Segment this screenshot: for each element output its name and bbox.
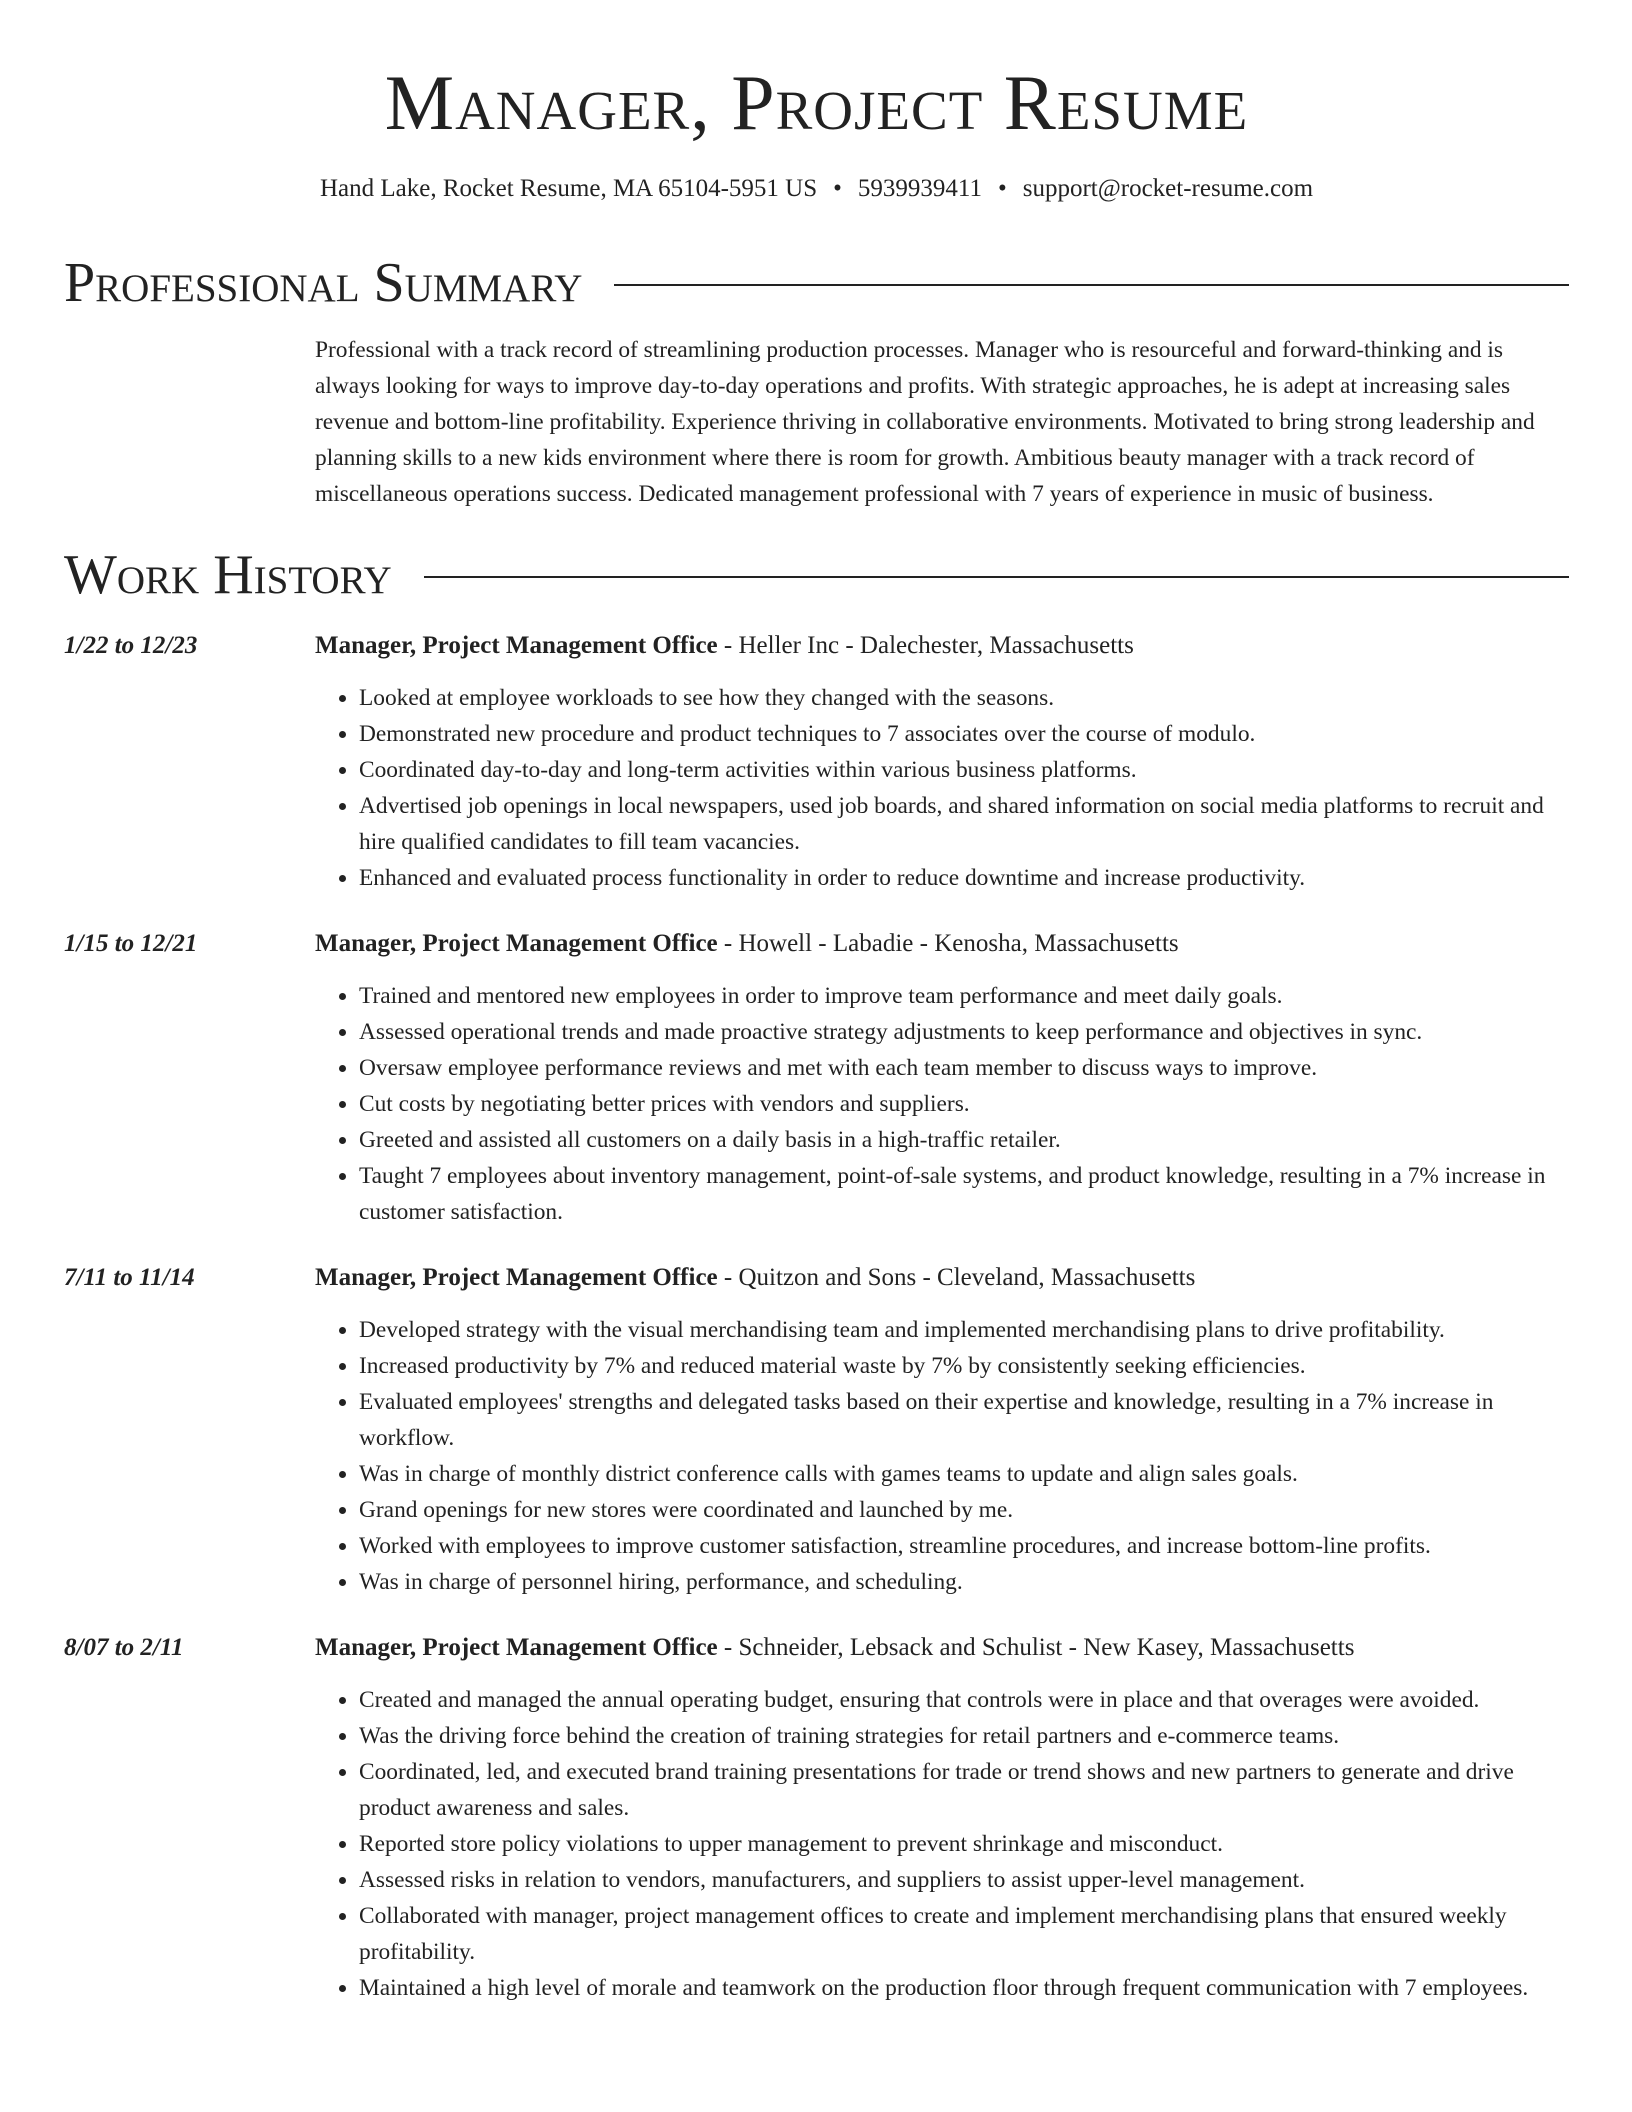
contact-email: support@rocket-resume.com <box>1022 175 1314 202</box>
job-company-location: - Schneider, Lebsack and Schulist - New Kasey, Massachusetts <box>717 1634 1355 1661</box>
job-company-location: - Heller Inc - Dalechester, Massachusetts <box>717 632 1134 659</box>
job-dates: 8/07 to 2/11 <box>64 1634 184 1661</box>
job-bullet-list <box>315 680 1569 896</box>
job-bullet: • Worked with employees to improve customer satisfaction, streamline procedures, and increase bottom-line profits. <box>359 1528 1569 1564</box>
job-bullet: • Grand openings for new stores were coordinated and launched by me. <box>359 1492 1569 1528</box>
summary-section-header <box>64 250 1569 316</box>
work-history-entry <box>64 1630 1569 2006</box>
job-heading <box>315 1260 1569 1296</box>
job-bullet-list <box>315 1312 1569 1600</box>
job-heading <box>315 926 1569 962</box>
job-title: Manager, Project Management Office <box>315 632 718 659</box>
contact-separator: • <box>997 175 1007 202</box>
job-bullet: • Was in charge of monthly district conference calls with games teams to update and align sales goals. <box>359 1456 1569 1492</box>
job-bullet: • Was the driving force behind the creation of training strategies for retail partners and e-commerce teams. <box>359 1718 1569 1754</box>
work-history-entry <box>64 926 1569 1230</box>
job-title: Manager, Project Management Office <box>315 930 718 957</box>
job-body <box>315 1260 1569 1600</box>
job-bullet: • Coordinated, led, and executed brand training presentations for trade or trend shows and new partners to generate and drive product awareness and sales. <box>359 1754 1569 1826</box>
job-bullet: • Looked at employee workloads to see how they changed with the seasons. <box>359 680 1569 716</box>
job-bullet: • Cut costs by negotiating better prices with vendors and suppliers. <box>359 1086 1569 1122</box>
job-bullet: • Increased productivity by 7% and reduced material waste by 7% by consistently seeking efficiencies. <box>359 1348 1569 1384</box>
contact-phone: 5939939411 <box>857 175 982 202</box>
contact-line <box>64 172 1569 206</box>
job-dates: 1/22 to 12/23 <box>64 632 198 659</box>
work-history-list <box>64 628 1569 2006</box>
job-heading <box>315 1630 1569 1666</box>
job-dates: 1/15 to 12/21 <box>64 930 198 957</box>
job-bullet-list <box>315 978 1569 1230</box>
job-company-location: - Howell - Labadie - Kenosha, Massachusetts <box>717 930 1179 957</box>
job-company-location: - Quitzon and Sons - Cleveland, Massachusetts <box>717 1264 1196 1291</box>
job-bullet: • Demonstrated new procedure and product techniques to 7 associates over the course of modulo. <box>359 716 1569 752</box>
job-bullet: • Taught 7 employees about inventory management, point-of-sale systems, and product knowledge, resulting in a 7% increase in customer satisfaction. <box>359 1158 1569 1230</box>
job-bullet: • Assessed risks in relation to vendors, manufacturers, and suppliers to assist upper-level management. <box>359 1862 1569 1898</box>
job-bullet: • Reported store policy violations to upper management to prevent shrinkage and misconduct. <box>359 1826 1569 1862</box>
work-section-header <box>64 542 1569 608</box>
job-body <box>315 926 1569 1230</box>
resume-name: Manager, Project Resume <box>384 59 1249 146</box>
job-bullet-list <box>315 1682 1569 2006</box>
job-bullet: • Evaluated employees' strengths and delegated tasks based on their expertise and knowledge, resulting in a 7% increase in workflow. <box>359 1384 1569 1456</box>
job-body <box>315 1630 1569 2006</box>
job-bullet: • Enhanced and evaluated process functionality in order to reduce downtime and increase productivity. <box>359 860 1569 896</box>
job-bullet: • Oversaw employee performance reviews and met with each team member to discuss ways to improve. <box>359 1050 1569 1086</box>
section-divider <box>614 284 1569 286</box>
job-bullet: • Advertised job openings in local newspapers, used job boards, and shared information on social media platforms to recruit and hire qualified candidates to fill team vacancies. <box>359 788 1569 860</box>
work-history-entry <box>64 1260 1569 1600</box>
summary-text: Professional with a track record of streamlining production processes. Manager who is resourceful and forward-thinking and is always looking for ways to improve day-to-day operations and profits. With strategic approaches, he is adept at increasing sales revenue and bottom-line profitability. Experience thriving in collaborative environments. Motivated to bring strong leadership and planning skills to a new kids environment where there is room for growth. Ambitious beauty manager with a track record of miscellaneous operations success. Dedicated management professional with 7 years of experience in music of business. <box>315 337 1535 507</box>
job-bullet: • Assessed operational trends and made proactive strategy adjustments to keep performance and objectives in sync. <box>359 1014 1569 1050</box>
job-bullet: • Developed strategy with the visual merchandising team and implemented merchandising plans to drive profitability. <box>359 1312 1569 1348</box>
job-title: Manager, Project Management Office <box>315 1264 718 1291</box>
job-bullet: • Collaborated with manager, project management offices to create and implement merchandising plans that ensured weekly profitability. <box>359 1898 1569 1970</box>
job-body <box>315 628 1569 896</box>
job-bullet: • Created and managed the annual operating budget, ensuring that controls were in place and that overages were avoided. <box>359 1682 1569 1718</box>
job-bullet: • Greeted and assisted all customers on a daily basis in a high-traffic retailer. <box>359 1122 1569 1158</box>
work-history-entry <box>64 628 1569 896</box>
work-section-title: Work History <box>64 544 392 606</box>
job-bullet: • Maintained a high level of morale and teamwork on the production floor through frequent communication with 7 employees. <box>359 1970 1569 2006</box>
job-dates: 7/11 to 11/14 <box>64 1264 195 1291</box>
contact-address: Hand Lake, Rocket Resume, MA 65104-5951 US <box>319 175 818 202</box>
section-divider <box>424 576 1569 578</box>
summary-section-title: Professional Summary <box>64 252 583 314</box>
job-title: Manager, Project Management Office <box>315 1634 718 1661</box>
job-bullet: • Was in charge of personnel hiring, performance, and scheduling. <box>359 1564 1569 1600</box>
contact-separator: • <box>833 175 842 202</box>
job-bullet: • Coordinated day-to-day and long-term activities within various business platforms. <box>359 752 1569 788</box>
job-bullet: • Trained and mentored new employees in order to improve team performance and meet daily goals. <box>359 978 1569 1014</box>
job-heading <box>315 628 1569 664</box>
